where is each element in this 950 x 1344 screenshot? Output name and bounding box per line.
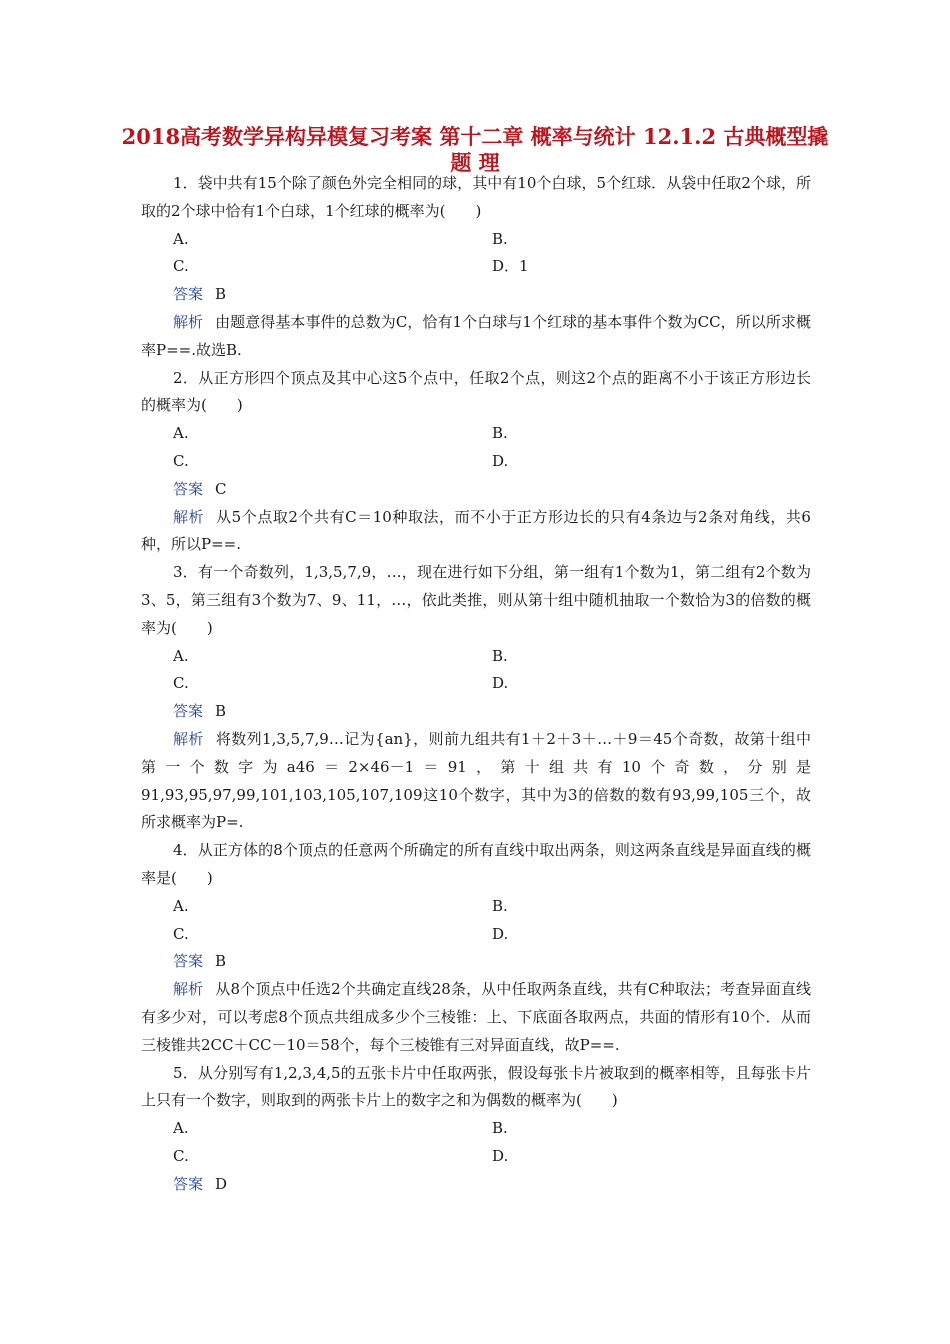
option-a: A.: [173, 896, 189, 915]
option-b: B.: [492, 424, 508, 443]
options-row: [141, 420, 811, 448]
analysis-label: 解析: [173, 312, 204, 331]
analysis-line: [141, 309, 811, 365]
option-a: A.: [173, 424, 189, 443]
analysis-label: 解析: [173, 507, 205, 526]
analysis-label: 解析: [173, 729, 204, 748]
document-title: 2018高考数学异构异模复习考案 第十二章 概率与统计 12.1.2 古典概型撬题 理: [121, 124, 829, 175]
option-c: C.: [173, 924, 189, 943]
answer-label: 答案: [173, 1174, 204, 1193]
options-row: [141, 670, 811, 698]
option-d: D．1: [492, 257, 529, 276]
answer-value: C: [215, 479, 227, 498]
answer-line: [141, 281, 811, 309]
option-d: D.: [492, 1146, 509, 1165]
option-d: D.: [492, 451, 509, 470]
options-row: [141, 893, 811, 921]
answer-label: 答案: [173, 479, 204, 498]
option-d: D.: [492, 924, 509, 943]
analysis-line: [141, 976, 811, 1059]
analysis-label: 解析: [173, 980, 204, 999]
analysis-line: [141, 726, 811, 837]
question-stem: 5．从分别写有1,2,3,4,5的五张卡片中任取两张，假设每张卡片被取到的概率相等，且每张卡片上只有一个数字，则取到的两张卡片上的数字之和为偶数的概率为( ): [141, 1063, 811, 1110]
question-stem: 2．从正方形四个顶点及其中心这5个点中，任取2个点，则这2个点的距离不小于该正方形边长的概率为( ): [141, 368, 811, 415]
question-list: [141, 170, 811, 1198]
answer-label: 答案: [173, 702, 204, 721]
options-row: [141, 1143, 811, 1171]
answer-value: B: [215, 285, 227, 304]
option-b: B.: [492, 229, 508, 248]
option-c: C.: [173, 674, 189, 693]
options-row: [141, 253, 811, 281]
analysis-text: 将数列1,3,5,7,9…记为{an}，则前九组共有1＋2＋3＋…＋9＝45个奇数，故第十组中第一个数字为a46＝2×46－1＝91，第十组共有10个奇数，分别是91,93,95,97,99,101,103,105,107,109这10个数字，其中为3的倍数的数有93,99,105三个，故所求概率为P=.: [141, 729, 811, 832]
options-row: [141, 448, 811, 476]
answer-value: B: [215, 952, 227, 971]
analysis-line: [141, 504, 811, 560]
option-c: C.: [173, 257, 189, 276]
option-b: B.: [492, 896, 508, 915]
option-d: D.: [492, 674, 509, 693]
answer-line: [141, 476, 811, 504]
answer-value: B: [215, 702, 227, 721]
option-b: B.: [492, 1119, 508, 1138]
answer-label: 答案: [173, 285, 204, 304]
option-c: C.: [173, 451, 189, 470]
answer-value: D: [215, 1174, 228, 1193]
analysis-text: 从5个点取2个共有C＝10种取法，而不小于正方形边长的只有4条边与2条对角线，共6种，所以P==.: [141, 507, 811, 554]
question-stem: 3．有一个奇数列，1,3,5,7,9，…，现在进行如下分组，第一组有1个数为1，第二组有2个数为3、5，第三组有3个数为7、9、11，…，依此类推，则从第十组中随机抽取一个数恰为3的倍数的概率为( ): [141, 563, 811, 637]
answer-label: 答案: [173, 952, 204, 971]
option-a: A.: [173, 229, 189, 248]
options-row: [141, 643, 811, 671]
question-stem: 4．从正方体的8个顶点的任意两个所确定的所有直线中取出两条，则这两条直线是异面直线的概率是( ): [141, 841, 811, 887]
option-a: A.: [173, 646, 189, 665]
options-row: [141, 1115, 811, 1143]
analysis-text: 从8个顶点中任选2个共确定直线28条，从中任取两条直线，共有C种取法；考查异面直线有多少对，可以考虑8个顶点共组成多少个三棱锥：上、下底面各取两点，共面的情形有10个．从而三棱锥共2CC＋CC－10＝58个，每个三棱锥有三对异面直线，故P==.: [141, 980, 811, 1054]
options-row: [141, 921, 811, 949]
option-a: A.: [173, 1119, 189, 1138]
answer-line: [141, 948, 811, 976]
option-b: B.: [492, 646, 508, 665]
answer-line: [141, 1171, 811, 1199]
option-c: C.: [173, 1146, 189, 1165]
options-row: [141, 226, 811, 254]
answer-line: [141, 698, 811, 726]
analysis-text: 由题意得基本事件的总数为C，恰有1个白球与1个红球的基本事件个数为CC，所以所求概率P==.故选B.: [141, 312, 811, 359]
question-stem: 1．袋中共有15个除了颜色外完全相同的球，其中有10个白球，5个红球．从袋中任取2个球，所取的2个球中恰有1个白球，1个红球的概率为( ): [141, 174, 811, 220]
